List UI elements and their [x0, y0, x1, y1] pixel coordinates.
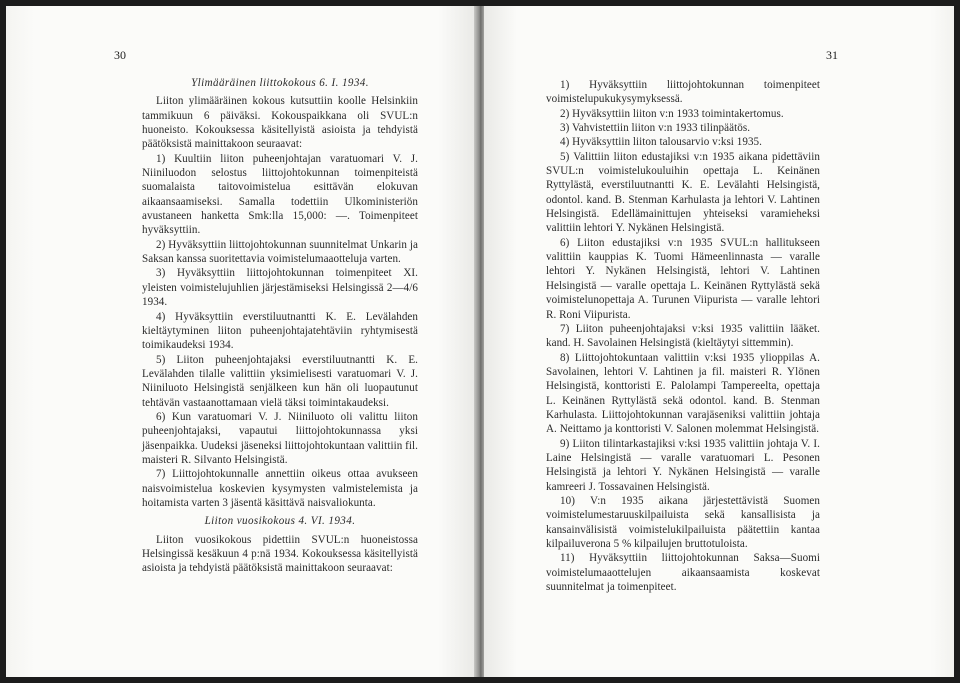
paragraph: 7) Liiton puheenjohtajaksi v:ksi 1935 valittiin lääket. kand. H. Savolainen Helsingistä (kieltäytyi sittemmin).	[546, 322, 820, 350]
book-spread	[6, 6, 954, 677]
heading-annual-meeting: Liiton vuosikokous 4. VI. 1934.	[204, 515, 356, 528]
paragraph: Liiton ylimääräinen kokous kutsuttiin koolle Helsinkiin tammikuun 6 päiväksi. Kokouspaikkana oli SVUL:n huoneisto. Kokouksessa käsitellyistä asioista ja tehdyistä päätöksistä mainittakoon seuraavat:	[142, 95, 418, 151]
paragraph: 3) Vahvistettiin liiton v:n 1933 tilinpäätös.	[560, 122, 751, 135]
paragraph: 5) Liiton puheenjohtajaksi everstiluutnantti K. E. Levälahden tilalle valittiin yksimielisesti varatuomari V. J. Niiniluoto Helsingistä senjälkeen kun hän oli luopautunut tehtävän vastaanottamaan vielä täksi toimintakaudeksi.	[142, 353, 418, 409]
paragraph: 3) Hyväksyttiin liittojohtokunnan toimenpiteet XI. yleisten voimistelujuhlien järjestämiseksi Helsingissä 2—4/6 1934.	[142, 267, 418, 309]
paragraph: 9) Liiton tilintarkastajiksi v:ksi 1935 valittiin johtaja V. I. Laine Helsingistä — varalle varatuomari L. Pesonen Helsingistä ja lehtori Y. Nykänen Helsingistä — varalle kamreeri J. Tossavainen Helsingistä.	[546, 437, 820, 493]
paragraph: 6) Liiton edustajiksi v:n 1935 SVUL:n hallitukseen valittiin kauppias K. Tuomi Hämeenlinnasta — varalle lehtori Y. Nykänen Helsingistä, lehtori V. Lahtinen Helsingistä — varalle opettaja L. Keinänen Ryttylästä sekä voimistelunopettaja A. Turunen Viipurista — varalle lehtori R. Roni Viipurista.	[546, 236, 820, 321]
left-text-column	[142, 76, 418, 576]
heading-extraordinary-meeting: Ylimääräinen liittokokous 6. I. 1934.	[191, 77, 369, 89]
paragraph: 1) Hyväksyttiin liittojohtokunnan toimenpiteet voimistelupukukysymyksessä.	[546, 79, 820, 106]
paragraph: 5) Valittiin liiton edustajiksi v:n 1935 aikana pidettäviin SVUL:n voimistelukouluihin opettaja L. Keinänen Ryttylästä, everstiluutnantti K. E. Levälahti Helsingistä, odontol. kand. B. Stenman Karhulasta ja lehtori V. Lahtinen Helsingistä. Edellämainittujen yhteiseksi varamieheksi valittiin lehtori Y. Nykänen Helsingistä.	[546, 150, 820, 235]
paragraph: 4) Hyväksyttiin liiton talousarvio v:ksi 1935.	[560, 136, 762, 149]
paragraph: 4) Hyväksyttiin everstiluutnantti K. E. Levälahden kieltäytyminen liiton puheenjohtajatehtäviin ryhtymisestä toimikaudeksi 1934.	[142, 310, 418, 352]
right-text-column	[546, 78, 820, 594]
paragraph: 6) Kun varatuomari V. J. Niiniluoto oli valittu liiton puheenjohtajaksi, vapautui liittojohtokunnassa yksi jäsenpaikka. Uudeksi jäseneksi liittojohtokuntaan valittiin fil. maisteri R. Silvanto Helsingistä.	[142, 410, 418, 466]
paragraph: 2) Hyväksyttiin liittojohtokunnan suunnitelmat Unkarin ja Saksan kanssa suoritettavia voimistelumaaotteluja varten.	[142, 238, 418, 266]
paragraph: Liiton vuosikokous pidettiin SVUL:n huoneistossa Helsingissä kesäkuun 4 p:nä 1934. Kokouksessa käsitellyistä asioista ja tehdyistä päätöksistä mainittakoon seuraavat:	[142, 533, 418, 575]
paragraph: 1) Kuultiin liiton puheenjohtajan varatuomari V. J. Niiniluodon selostus liittojohtokunnan toimenpiteistä suomalaista taitovoimistelua esittävän elokuvan aikaansaamiseksi. Samalla todettiin Ulkoministeriön avustaneen hanketta Smk:lla 15,000: —. Toimenpiteet hyväksyttiin.	[142, 152, 418, 237]
paragraph: 7) Liittojohtokunnalle annettiin oikeus ottaa avukseen naisvoimistelua koskevien kysymysten valmistelemista ja hoitamista varten 3 jäsentä käsittävä naisvaliokunta.	[142, 468, 418, 509]
paragraph: 10) V:n 1935 aikana järjestettävistä Suomen voimistelumestaruuskilpailuista sekä kansallisista ja kansainvälisistä voimistelukilpailuista päätettiin kantaa kilpailuverona 5 % kilpailujen bruttotuloista.	[546, 494, 820, 550]
paragraph: 2) Hyväksyttiin liiton v:n 1933 toimintakertomus.	[560, 107, 784, 120]
paragraph: 8) Liittojohtokuntaan valittiin v:ksi 1935 ylioppilas A. Savolainen, lehtori V. Lahtinen ja fil. maisteri R. Ylönen Helsingistä, konttoristi E. Palolampi Tampereelta, opettaja L. Keinänen Ryttylästä sekä odontol. kand. B. Stenman Karhulasta. Liittojohtokunnan varajäseniksi valittiin johtaja A. Neittamo ja konttoristi V. Salonen molemmat Helsingistä.	[546, 351, 820, 436]
left-page-number: 30	[114, 48, 126, 62]
paragraph: 11) Hyväksyttiin liittojohtokunnan Saksa—Suomi voimistelumaaottelujen aikaansaamista koskevat suunnitelmat ja toimenpiteet.	[546, 552, 820, 594]
right-page-number: 31	[826, 48, 838, 62]
